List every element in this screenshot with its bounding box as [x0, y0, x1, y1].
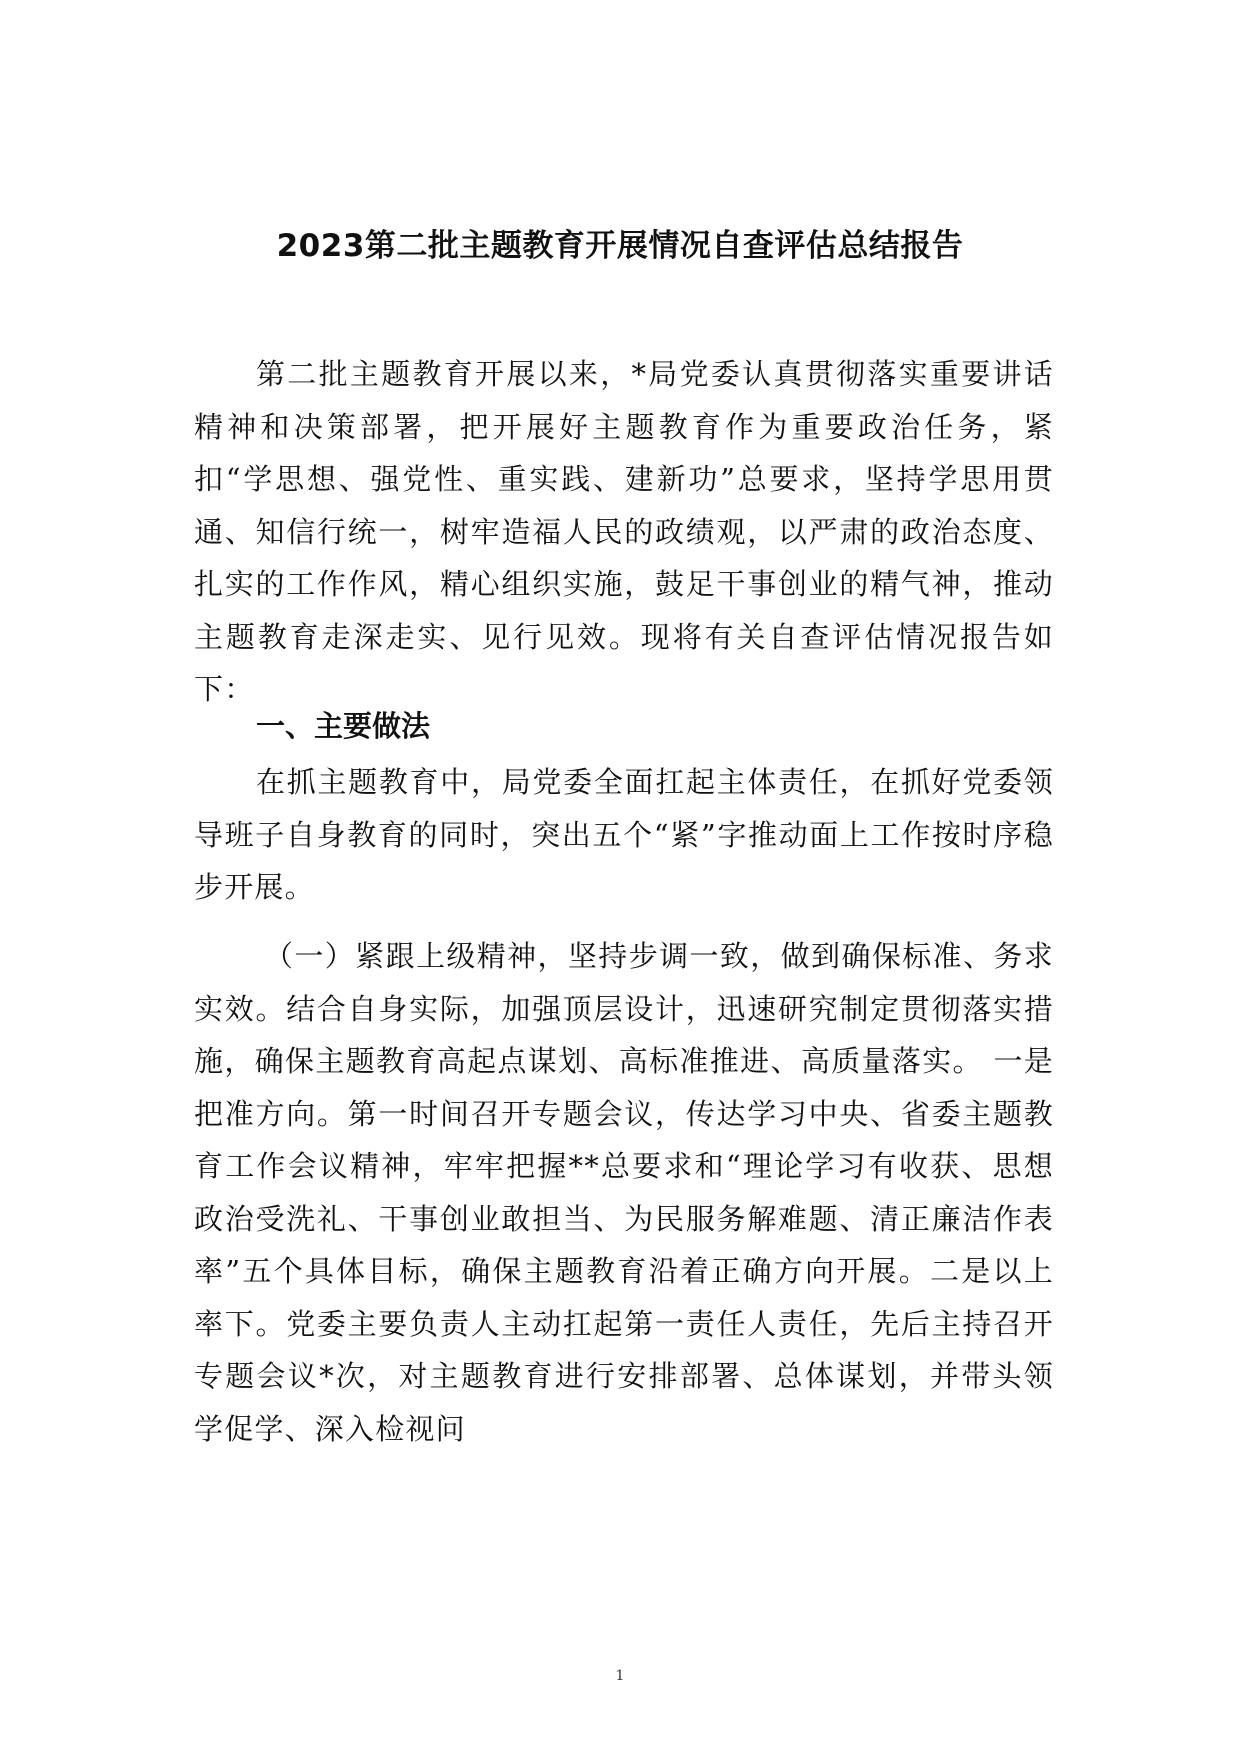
- intro-paragraph: 第二批主题教育开展以来，*局党委认真贯彻落实重要讲话精神和决策部署，把开展好主题教育作为重要政治任务，紧扣“学思想、强党性、重实践、建新功”总要求，坚持学思用贯通、知信行统一，树牢造福人民的政绩观，以严肃的政治态度、扎实的工作作风，精心组织实施，鼓足干事创业的精气神，推动主题教育走深走实、见行见效。现将有关自查评估情况报告如下：: [194, 357, 1054, 706]
- section-paragraph: 在抓主题教育中，局党委全面扛起主体责任，在抓好党委领导班子自身教育的同时，突出五个“紧”字推动面上工作按时序稳步开展。: [194, 765, 1054, 904]
- document-title: 2023第二批主题教育开展情况自查评估总结报告: [276, 228, 964, 264]
- page-number: 1: [615, 1668, 625, 1684]
- section-heading: 一、主要做法: [256, 709, 431, 743]
- subsection-paragraph: （一）紧跟上级精神，坚持步调一致，做到确保标准、务求实效。结合自身实际，加强顶层设计，迅速研究制定贯彻落实措施，确保主题教育高起点谋划、高标准推进、高质量落实。 一是把准方向。第一时间召开专题会议，传达学习中央、省委主题教育工作会议精神，牢牢把握**总要求和“理论学习有收获、思想政治受洗礼、干事创业敢担当、为民服务解难题、清正廉洁作表率”五个具体目标，确保主题教育沿着正确方向开展。二是以上率下。党委主要负责人主动扛起第一责任人责任，先后主持召开专题会议*次，对主题教育进行安排部署、总体谋划，并带头领学促学、深入检视问: [194, 939, 1054, 1446]
